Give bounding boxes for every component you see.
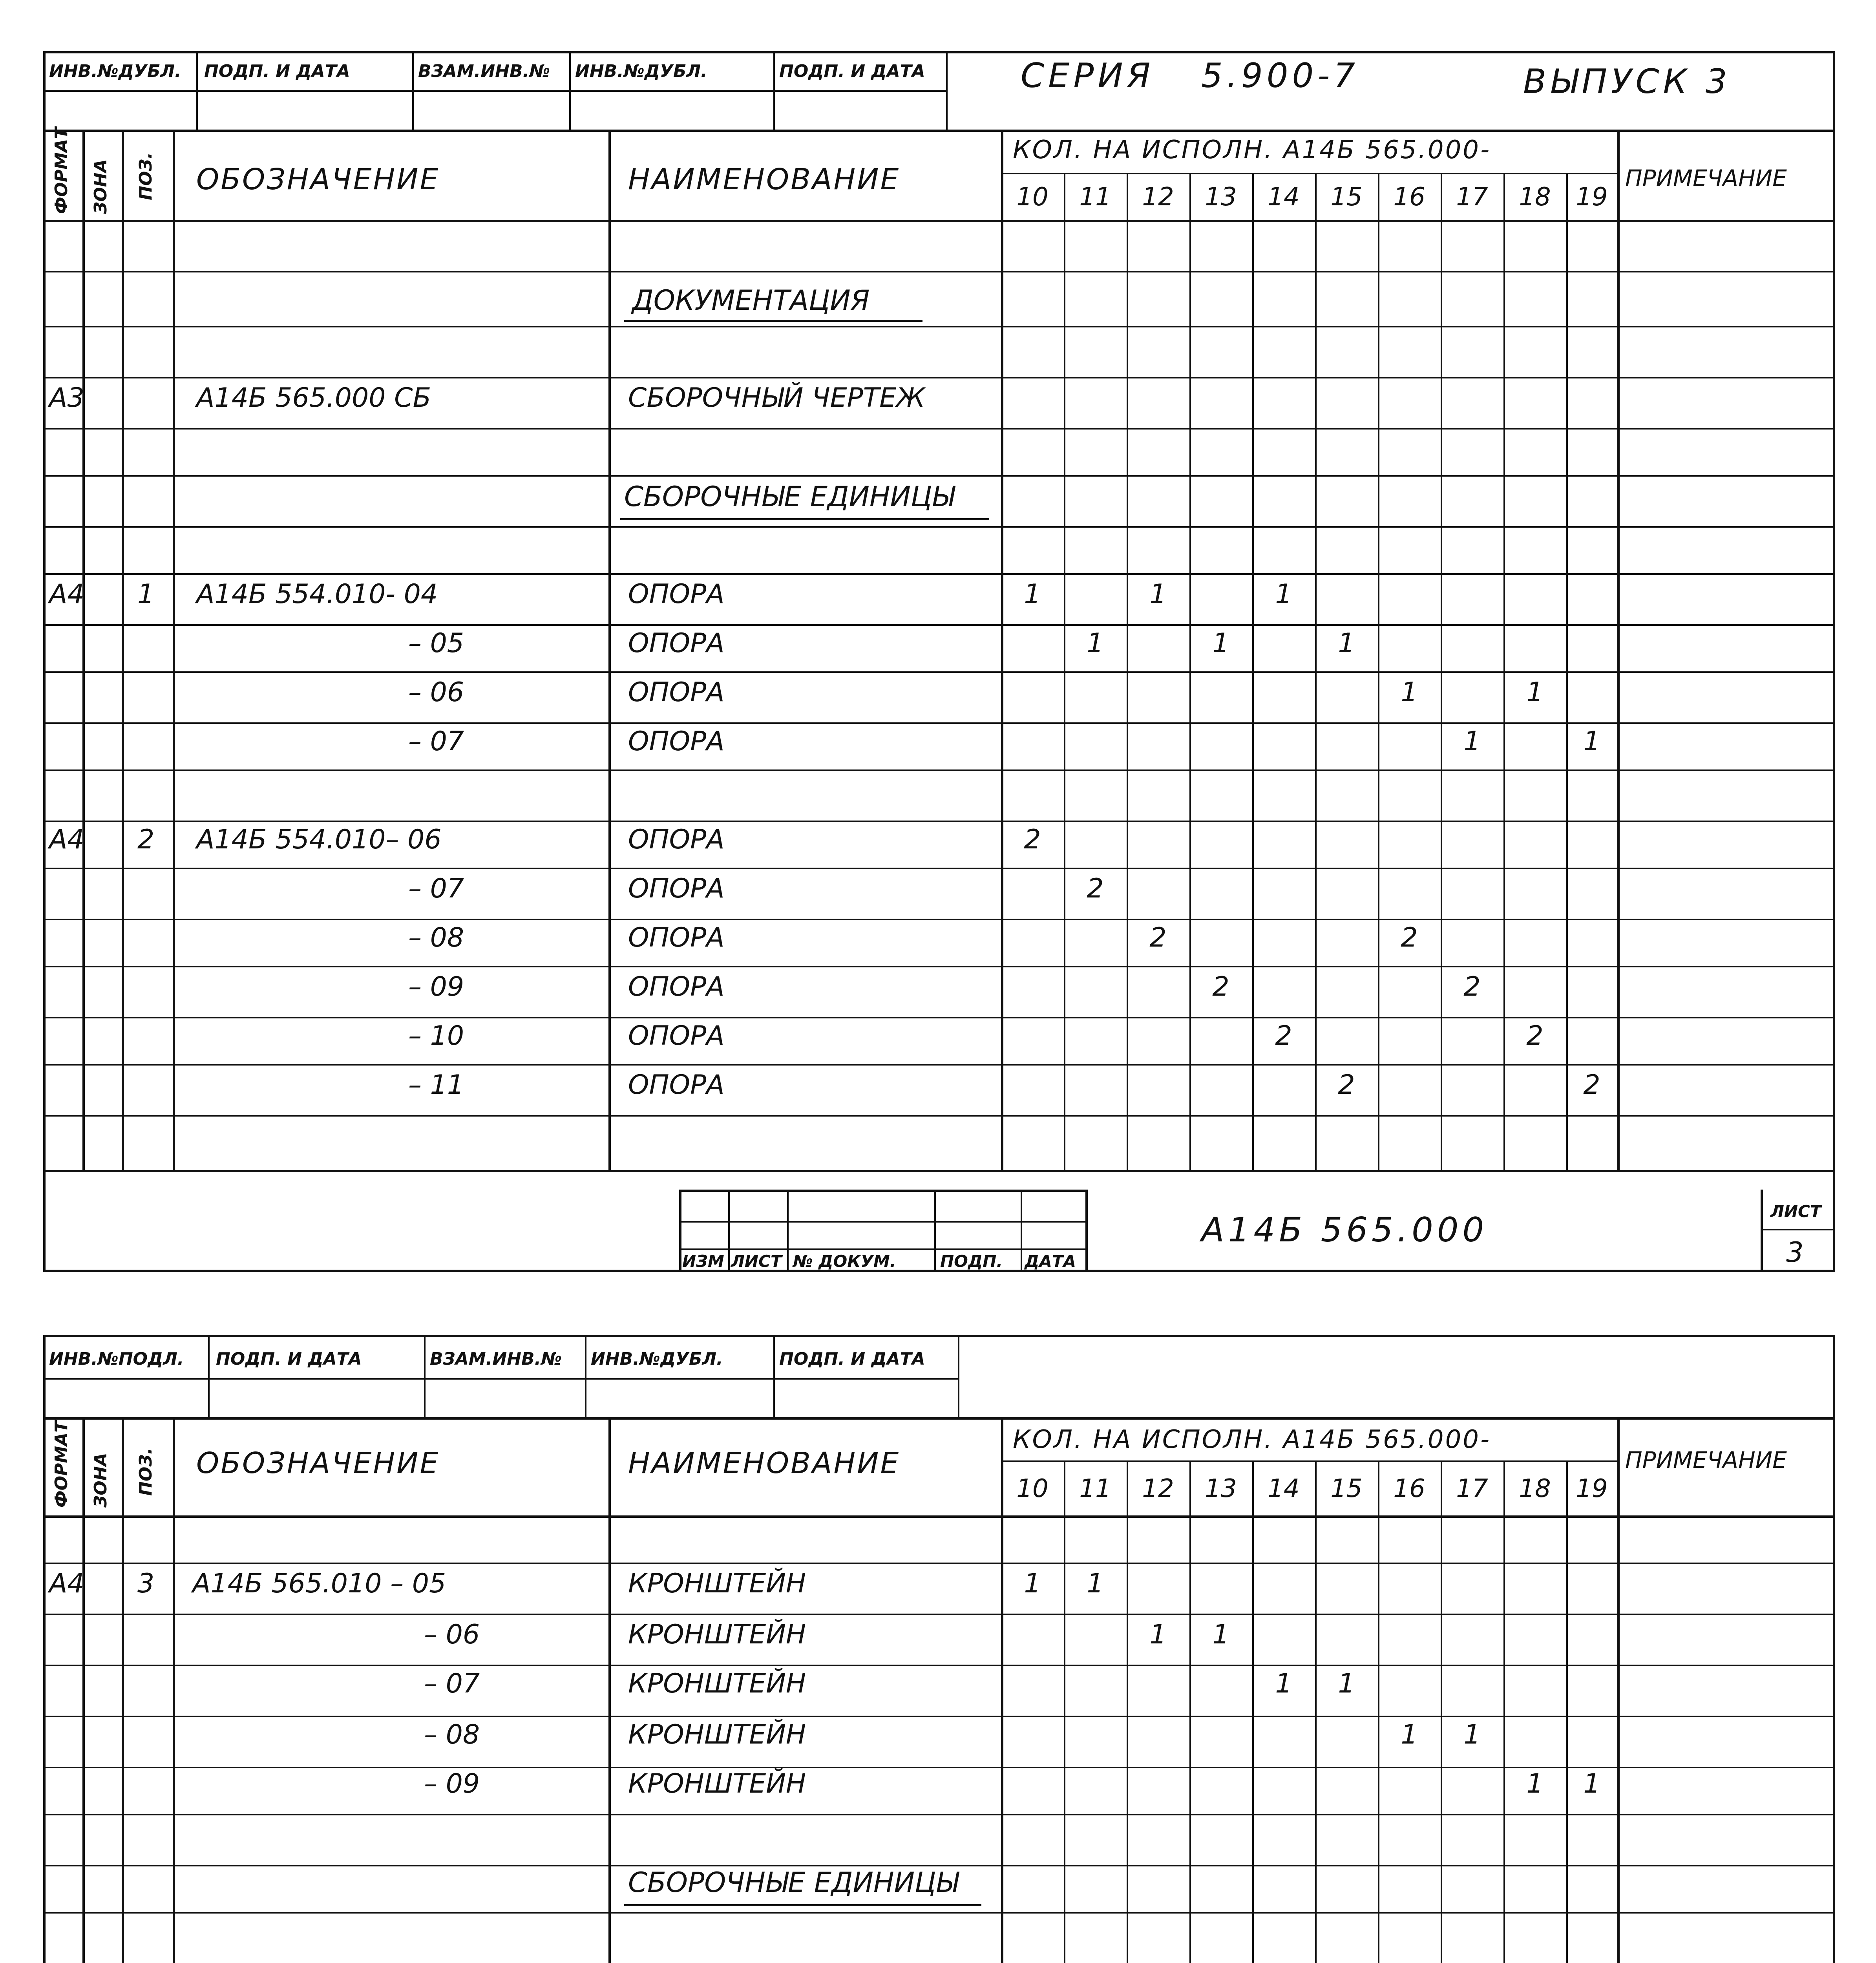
stamp-label-1: ИНВ.№ДУБЛ. bbox=[49, 61, 181, 81]
row-qty-v12: 1 bbox=[1149, 579, 1167, 610]
section-assembly-units-1: СБОРОЧНЫЕ ЕДИНИЦЫ bbox=[624, 481, 955, 513]
row-designation: – 08 bbox=[408, 922, 464, 953]
row-name: ОПОРА bbox=[628, 677, 725, 708]
row-designation: – 10 bbox=[408, 1020, 464, 1051]
row-name: ОПОРА bbox=[628, 1069, 725, 1100]
row-name: ОПОРА bbox=[628, 1020, 725, 1051]
tb1-sign: ПОДП. bbox=[940, 1252, 1003, 1271]
variant-15: 15 bbox=[1330, 183, 1363, 212]
row-qty-v11: 2 bbox=[1087, 873, 1104, 904]
variant-11: 11 bbox=[1079, 183, 1111, 212]
tb1-sheet-label: ЛИСТ bbox=[1770, 1202, 1821, 1221]
row-name: ОПОРА bbox=[628, 579, 725, 610]
tb1-izm: ИЗМ bbox=[682, 1252, 724, 1271]
row-name: ОПОРА bbox=[628, 628, 725, 659]
col-note: ПРИМЕЧАНИЕ bbox=[1625, 165, 1787, 192]
variant-16: 16 bbox=[1393, 183, 1425, 212]
col-format: ФОРМАТ bbox=[51, 127, 71, 214]
row-name: КРОНШТЕЙН bbox=[628, 1768, 806, 1799]
row-qty-v11: 1 bbox=[1087, 1568, 1104, 1599]
row-name: ОПОРА bbox=[628, 873, 725, 904]
tb1-date: ДАТА bbox=[1025, 1252, 1076, 1271]
row-format: А4 bbox=[49, 1568, 84, 1599]
row-name: КРОНШТЕЙН bbox=[628, 1668, 806, 1699]
row-qty-v10: 1 bbox=[1024, 579, 1041, 610]
row-designation: – 05 bbox=[408, 628, 464, 659]
row-qty-v14: 2 bbox=[1275, 1020, 1292, 1051]
row-position: 1 bbox=[137, 579, 155, 610]
row-designation: – 09 bbox=[408, 971, 464, 1002]
variant2-16: 16 bbox=[1393, 1474, 1425, 1503]
row-qty-v15: 1 bbox=[1338, 1668, 1355, 1699]
row-qty-v18: 2 bbox=[1526, 1020, 1544, 1051]
issue-label: ВЫПУСК 3 bbox=[1523, 62, 1731, 101]
tb1-list: ЛИСТ bbox=[731, 1252, 782, 1271]
col-name: НАИМЕНОВАНИЕ bbox=[628, 163, 901, 196]
section-documentation: ДОКУМЕНТАЦИЯ bbox=[632, 284, 870, 316]
variant-13: 13 bbox=[1205, 183, 1237, 212]
variant2-17: 17 bbox=[1456, 1474, 1488, 1503]
row-designation: А14Б 565.000 СБ bbox=[196, 382, 431, 413]
row-name: ОПОРА bbox=[628, 824, 725, 855]
variant2-13: 13 bbox=[1205, 1474, 1237, 1503]
variant-14: 14 bbox=[1268, 183, 1300, 212]
series-label: СЕРИЯ bbox=[1021, 56, 1154, 95]
variant2-15: 15 bbox=[1330, 1474, 1363, 1503]
section-assembly-units-2: СБОРОЧНЫЕ ЕДИНИЦЫ bbox=[628, 1866, 959, 1899]
row-designation: – 07 bbox=[424, 1668, 480, 1699]
row-qty-v15: 2 bbox=[1338, 1069, 1355, 1100]
row-qty-v13: 1 bbox=[1212, 1619, 1229, 1650]
tb1-doc: № ДОКУМ. bbox=[793, 1252, 896, 1271]
row-name: КРОНШТЕЙН bbox=[628, 1719, 806, 1750]
variant2-14: 14 bbox=[1268, 1474, 1300, 1503]
col2-format: ФОРМАТ bbox=[51, 1420, 71, 1508]
variant-12: 12 bbox=[1142, 183, 1174, 212]
variant2-19: 19 bbox=[1576, 1474, 1608, 1503]
col2-zone: ЗОНА bbox=[91, 1453, 111, 1508]
row-format: А4 bbox=[49, 579, 84, 610]
stamp-label-4: ИНВ.№ДУБЛ. bbox=[575, 61, 707, 81]
row-qty-v12: 2 bbox=[1149, 922, 1167, 953]
stamp2-label-5: ПОДП. И ДАТА bbox=[779, 1349, 925, 1369]
row-qty-v14: 1 bbox=[1275, 1668, 1292, 1699]
row-position: 2 bbox=[137, 824, 155, 855]
tb1-doc-number: А14Б 565.000 bbox=[1201, 1210, 1488, 1250]
row-qty-v18: 1 bbox=[1526, 677, 1544, 708]
row-qty-v19: 1 bbox=[1583, 726, 1600, 757]
section-assembly-units-2-underline bbox=[624, 1904, 981, 1906]
row-designation: А14Б 554.010- 04 bbox=[196, 579, 438, 610]
row-qty-v17: 1 bbox=[1463, 1719, 1481, 1750]
row-qty-v12: 1 bbox=[1149, 1619, 1167, 1650]
row-qty-v10: 2 bbox=[1024, 824, 1041, 855]
row-name: КРОНШТЕЙН bbox=[628, 1619, 806, 1650]
row-designation: – 11 bbox=[408, 1069, 464, 1100]
variant2-10: 10 bbox=[1016, 1474, 1049, 1503]
row-name: ОПОРА bbox=[628, 922, 725, 953]
variant-10: 10 bbox=[1016, 183, 1049, 212]
col-zone: ЗОНА bbox=[91, 159, 111, 214]
row-qty-v11: 1 bbox=[1087, 628, 1104, 659]
col2-qty-header: КОЛ. НА ИСПОЛН. А14Б 565.000- bbox=[1013, 1425, 1491, 1454]
stamp2-label-1: ИНВ.№ПОДЛ. bbox=[49, 1349, 184, 1369]
col2-note: ПРИМЕЧАНИЕ bbox=[1625, 1447, 1787, 1473]
row-format: А3 bbox=[49, 382, 84, 413]
row-name: СБОРОЧНЫЙ ЧЕРТЕЖ bbox=[628, 382, 925, 413]
series-number: 5.900-7 bbox=[1201, 56, 1359, 95]
row-qty-v17: 1 bbox=[1463, 726, 1481, 757]
variant-19: 19 bbox=[1576, 183, 1608, 212]
col2-pos: ПОЗ. bbox=[136, 1448, 156, 1496]
row-designation: – 06 bbox=[408, 677, 464, 708]
row-qty-v10: 1 bbox=[1024, 1568, 1041, 1599]
row-name: ОПОРА bbox=[628, 971, 725, 1002]
row-qty-v13: 2 bbox=[1212, 971, 1229, 1002]
col-designation: ОБОЗНАЧЕНИЕ bbox=[196, 163, 440, 196]
row-designation: А14Б 554.010– 06 bbox=[196, 824, 442, 855]
col2-name: НАИМЕНОВАНИЕ bbox=[628, 1446, 901, 1480]
row-qty-v13: 1 bbox=[1212, 628, 1229, 659]
row-qty-v15: 1 bbox=[1338, 628, 1355, 659]
stamp-label-3: ВЗАМ.ИНВ.№ bbox=[418, 61, 550, 81]
row-qty-v16: 1 bbox=[1401, 1719, 1418, 1750]
col2-designation: ОБОЗНАЧЕНИЕ bbox=[196, 1446, 440, 1480]
row-designation: – 08 bbox=[424, 1719, 480, 1750]
row-name: КРОНШТЕЙН bbox=[628, 1568, 806, 1599]
row-qty-v19: 1 bbox=[1583, 1768, 1600, 1799]
variant-17: 17 bbox=[1456, 183, 1488, 212]
stamp-label-5: ПОДП. И ДАТА bbox=[779, 61, 925, 81]
row-designation: А14Б 565.010 – 05 bbox=[192, 1568, 446, 1599]
row-designation: – 07 bbox=[408, 726, 464, 757]
row-name: ОПОРА bbox=[628, 726, 725, 757]
variant2-18: 18 bbox=[1519, 1474, 1551, 1503]
col-pos: ПОЗ. bbox=[136, 152, 156, 200]
row-designation: – 06 bbox=[424, 1619, 480, 1650]
row-position: 3 bbox=[137, 1568, 155, 1599]
row-qty-v16: 1 bbox=[1401, 677, 1418, 708]
row-designation: – 09 bbox=[424, 1768, 480, 1799]
section-documentation-underline bbox=[624, 320, 922, 322]
row-qty-v16: 2 bbox=[1401, 922, 1418, 953]
variant-18: 18 bbox=[1519, 183, 1551, 212]
row-qty-v14: 1 bbox=[1275, 579, 1292, 610]
row-qty-v17: 2 bbox=[1463, 971, 1481, 1002]
stamp2-label-2: ПОДП. И ДАТА bbox=[216, 1349, 362, 1369]
row-format: А4 bbox=[49, 824, 84, 855]
stamp-label-2: ПОДП. И ДАТА bbox=[204, 61, 350, 81]
variant2-12: 12 bbox=[1142, 1474, 1174, 1503]
tb1-sheet-number: 3 bbox=[1786, 1236, 1804, 1268]
col-qty-header: КОЛ. НА ИСПОЛН. А14Б 565.000- bbox=[1013, 135, 1491, 164]
row-qty-v18: 1 bbox=[1526, 1768, 1544, 1799]
section-assembly-units-1-underline bbox=[620, 518, 989, 520]
row-designation: – 07 bbox=[408, 873, 464, 904]
stamp2-label-3: ВЗАМ.ИНВ.№ bbox=[430, 1349, 562, 1369]
stamp2-label-4: ИНВ.№ДУБЛ. bbox=[591, 1349, 723, 1369]
variant2-11: 11 bbox=[1079, 1474, 1111, 1503]
row-qty-v19: 2 bbox=[1583, 1069, 1600, 1100]
